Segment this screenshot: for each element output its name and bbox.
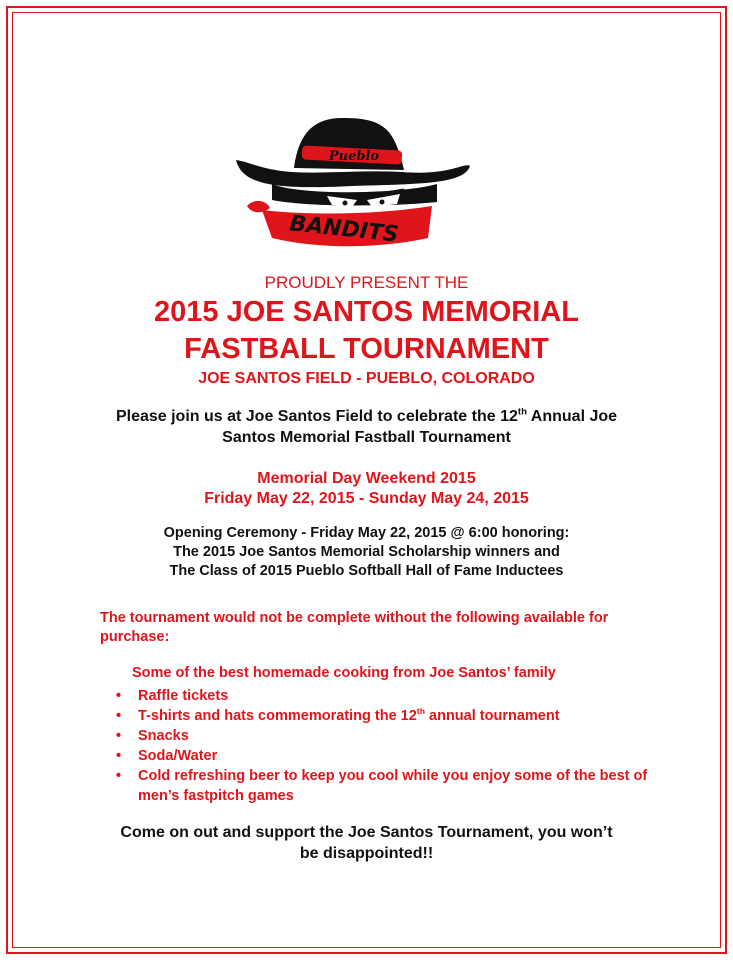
bullet-icon: • [116, 688, 122, 704]
weekend-label: Memorial Day Weekend 2015 [257, 470, 476, 487]
bullet-icon: • [116, 748, 122, 764]
invitation-line-1: Please join us at Joe Santos Field to celebrate the 12th Annual Joe [115, 406, 618, 425]
team-name-text: BANDITS [288, 211, 400, 248]
bullet-icon: • [116, 768, 122, 784]
ceremony-line-1: Opening Ceremony - Friday May 22, 2015 @ 6:00 honoring: [163, 525, 570, 541]
hat-band-text: Pueblo [328, 149, 380, 164]
location-text: JOE SANTOS FIELD - PUEBLO, COLORADO [198, 370, 535, 387]
homemade-cooking-text: Some of the best homemade cooking from Joe Santos’ family [132, 665, 556, 681]
list-item: • Cold refreshing beer to keep you cool while you enjoy some of the best of men’s fastpitch games [116, 768, 648, 804]
title-line-2: FASTBALL TOURNAMENT [184, 333, 549, 365]
purchase-notice: The tournament would not be complete without the following available for purchase: [100, 610, 609, 645]
title-line-1: 2015 JOE SANTOS MEMORIAL [154, 296, 579, 328]
date-range: Friday May 22, 2015 - Sunday May 24, 2015 [204, 490, 529, 507]
list-item: • Raffle tickets [116, 688, 229, 704]
closing-line-1: Come on out and support the Joe Santos Tournament, you won’t [120, 824, 613, 841]
invitation-line-2: Santos Memorial Fastball Tournament [222, 429, 511, 446]
purchase-list [116, 686, 656, 806]
opening-ceremony [0, 524, 733, 581]
invitation-text [0, 406, 733, 448]
intro-text: PROUDLY PRESENT THE [264, 273, 469, 292]
event-dates [0, 469, 733, 509]
ceremony-line-3: The Class of 2015 Pueblo Softball Hall of Fame Inductees [169, 563, 564, 579]
closing-text [0, 822, 733, 864]
ceremony-line-2: The 2015 Joe Santos Memorial Scholarship winners and [173, 544, 560, 560]
bandits-logo [232, 110, 472, 255]
list-item: • T-shirts and hats commemorating the 12th annual tournament [116, 706, 560, 724]
bullet-icon: • [116, 728, 122, 744]
closing-line-2: be disappointed!! [299, 845, 434, 862]
list-item: • Soda/Water [116, 748, 218, 764]
bullet-icon: • [116, 708, 122, 724]
list-item: • Snacks [116, 728, 189, 744]
